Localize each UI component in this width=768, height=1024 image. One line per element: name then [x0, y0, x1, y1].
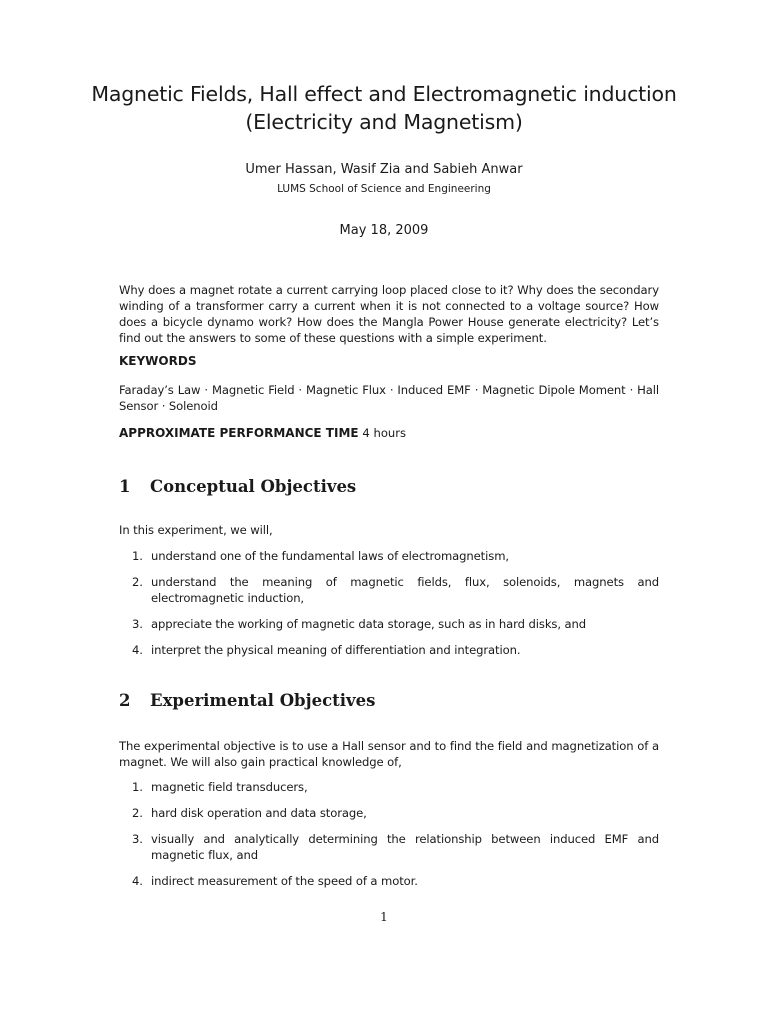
authors: Umer Hassan, Wasif Zia and Sabieh Anwar [245, 162, 523, 177]
list-item-text: appreciate the working of magnetic data storage, such as in hard disks, and [151, 617, 587, 631]
section-title: Conceptual Objectives [150, 477, 357, 496]
list-item [119, 779, 659, 795]
section-heading-experimental-objectives [119, 691, 375, 710]
list-item-text: visually and analytically determining the relationship between induced EMF and magnetic flux, and [151, 832, 659, 862]
list-item-number: 4. [132, 643, 143, 657]
performance-time-value: 4 hours [362, 426, 407, 440]
list-item-text: interpret the physical meaning of differentiation and integration. [151, 643, 521, 657]
list-item-text: magnetic field transducers, [151, 780, 308, 794]
list-item-number: 1. [132, 549, 143, 563]
title-line-1: Magnetic Fields, Hall effect and Electromagnetic induction [91, 82, 677, 106]
section-intro: The experimental objective is to use a Hall sensor and to find the field and magnetization of a magnet. We will also gain practical knowledge of, [119, 739, 659, 769]
list-item [119, 616, 659, 632]
list-item-number: 4. [132, 874, 143, 888]
section-number: 2 [119, 691, 131, 710]
list-item-text: understand the meaning of magnetic fields, flux, solenoids, magnets and electromagnetic induction, [151, 575, 659, 605]
section-heading-conceptual-objectives [119, 477, 356, 496]
list-item [119, 805, 659, 821]
list-item-text: understand one of the fundamental laws of electromagnetism, [151, 549, 509, 563]
list-item-text: indirect measurement of the speed of a motor. [151, 874, 418, 888]
list-item-number: 3. [132, 617, 143, 631]
abstract-paragraph: Why does a magnet rotate a current carrying loop placed close to it? Why does the secondary winding of a transformer carry a current when it is not connected to a voltage source? How does a bicycle dynamo work? How does the Mangla Power House generate electricity? Let’s find out the answers to some of these questions with a simple experiment. [119, 283, 659, 345]
document-title [60, 80, 708, 136]
title-line-2: (Electricity and Magnetism) [245, 110, 523, 134]
list-item-number: 2. [132, 806, 143, 820]
list-item-number: 1. [132, 780, 143, 794]
performance-time-label: APPROXIMATE PERFORMANCE TIME [119, 426, 359, 440]
experimental-objectives-list [119, 779, 659, 899]
document-date: May 18, 2009 [339, 223, 429, 238]
list-item [119, 831, 659, 863]
affiliation: LUMS School of Science and Engineering [277, 183, 491, 195]
page-number: 1 [380, 910, 388, 924]
list-item [119, 548, 659, 564]
keywords-heading: KEYWORDS [119, 354, 197, 368]
section-title: Experimental Objectives [150, 691, 376, 710]
list-item-number: 3. [132, 832, 143, 846]
performance-time [119, 426, 406, 440]
list-item [119, 873, 659, 889]
list-item-number: 2. [132, 575, 143, 589]
section-intro: In this experiment, we will, [119, 523, 273, 537]
list-item-text: hard disk operation and data storage, [151, 806, 367, 820]
conceptual-objectives-list [119, 548, 659, 668]
section-number: 1 [119, 477, 131, 496]
keywords-list: Faraday’s Law · Magnetic Field · Magnetic Flux · Induced EMF · Magnetic Dipole Moment · Hall Sensor · Solenoid [119, 383, 659, 413]
list-item [119, 574, 659, 606]
list-item [119, 642, 659, 658]
